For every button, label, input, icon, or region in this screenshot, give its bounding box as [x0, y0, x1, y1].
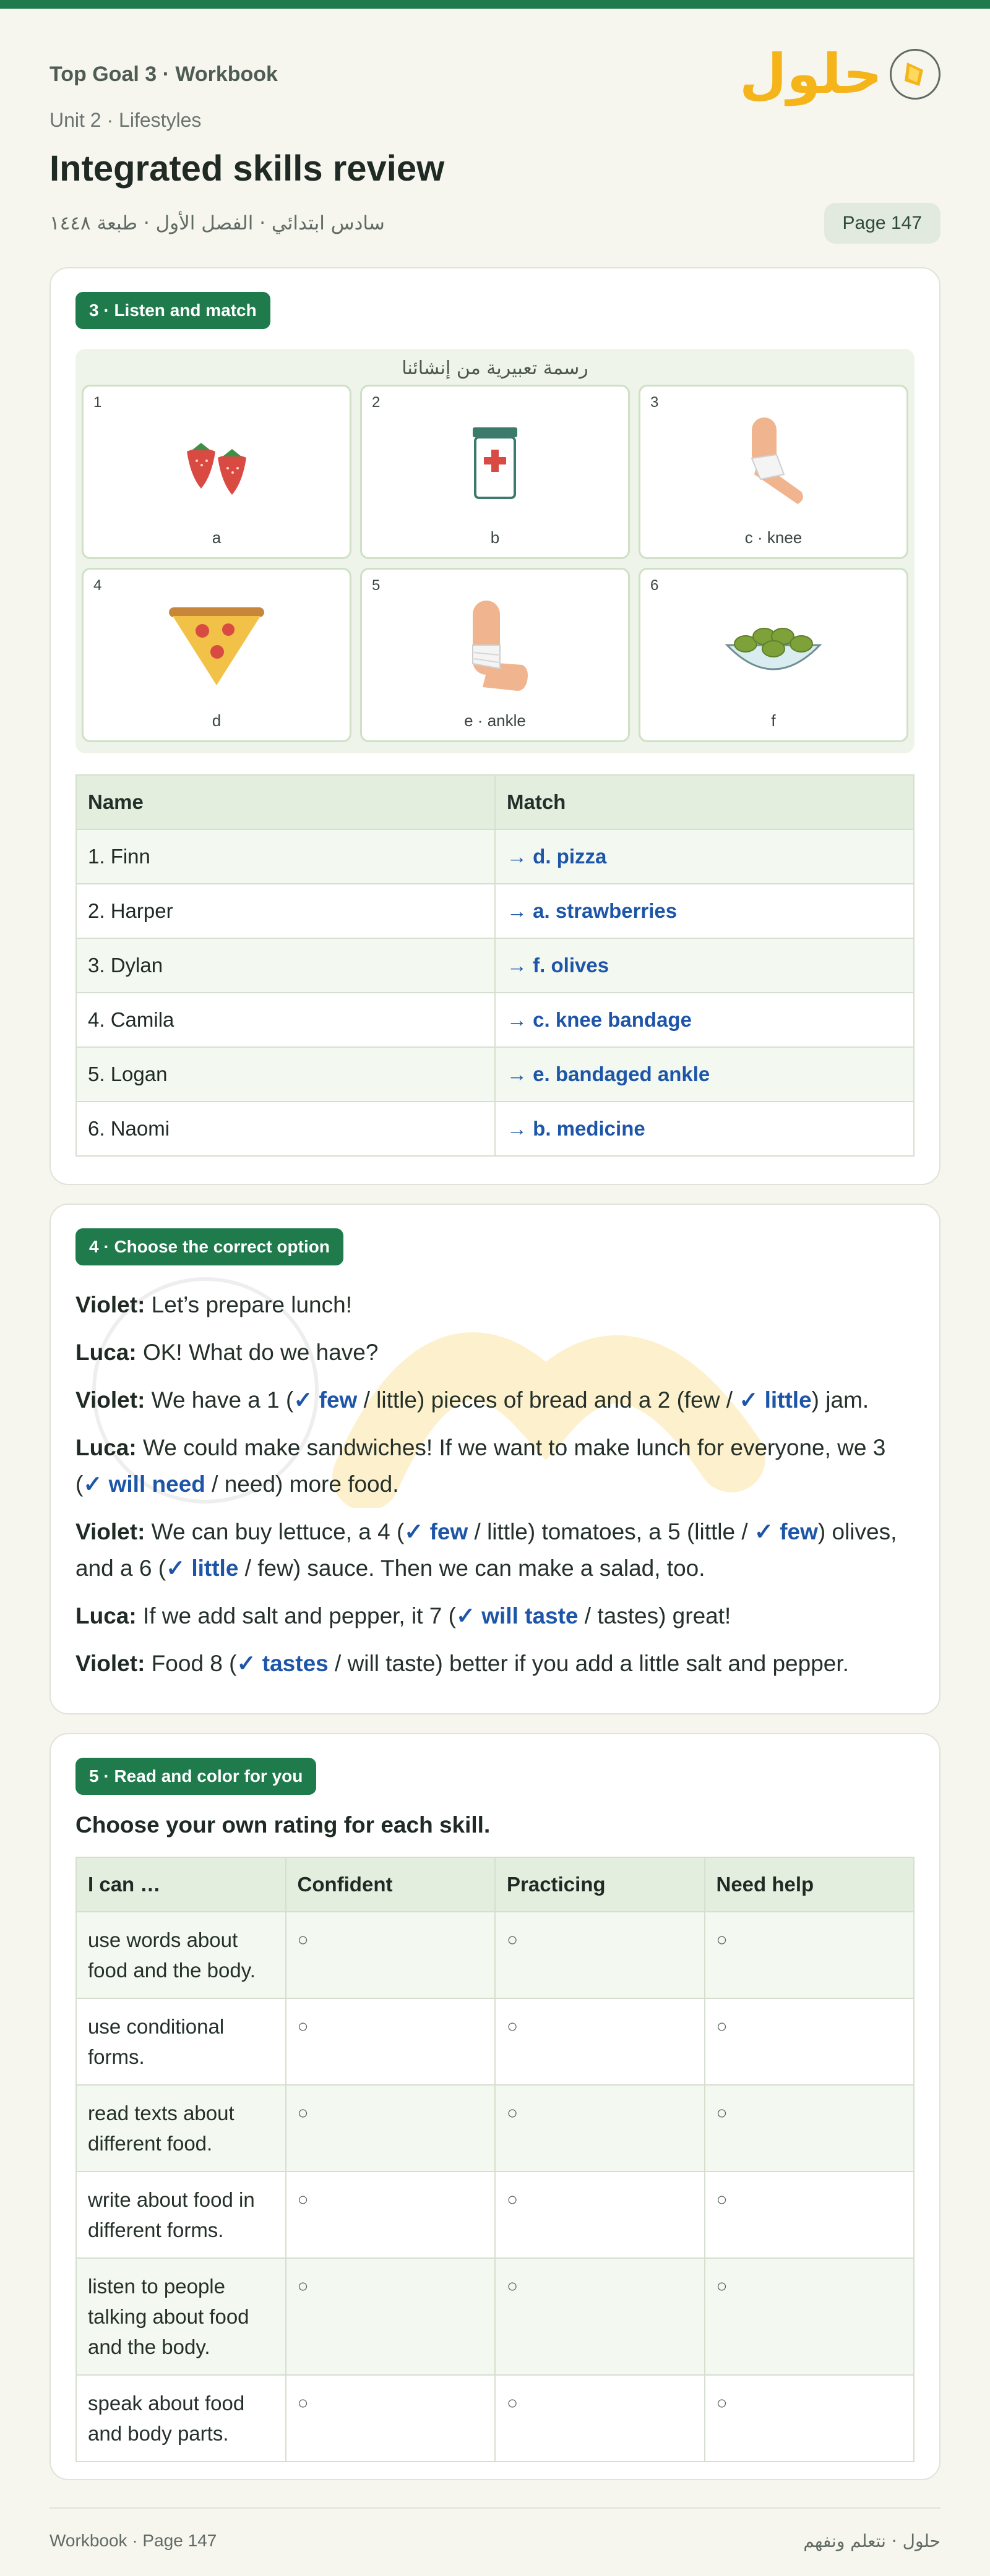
footer-left: Workbook · Page 147 [50, 2531, 217, 2550]
table-row [76, 1912, 914, 1998]
table-row [76, 2085, 914, 2172]
skill-statement: read texts about different food. [76, 2085, 286, 2172]
section-subtitle: Choose your own rating for each skill. [75, 1812, 491, 1838]
dialogue-line [75, 1645, 915, 1682]
picture-number: 5 [372, 577, 381, 594]
footer-right: حلول · نتعلم ونفهم [803, 2531, 940, 2551]
skill-statement: write about food in different forms. [76, 2172, 286, 2258]
dialogue-text: / few) sauce. Then we can make a salad, too. [238, 1555, 705, 1581]
match-answer: → e. bandaged ankle [495, 1047, 914, 1102]
grade-meta: سادس ابتدائي · الفصل الأول · طبعة ١٤٤٨ [50, 212, 385, 234]
table-row [76, 2172, 914, 2258]
speaker-name: Violet: [75, 1387, 145, 1413]
brand-title: Top Goal 3 · Workbook [50, 62, 278, 86]
rating-circle-practicing[interactable]: ○ [495, 2375, 705, 2462]
skill-statement: speak about food and body parts. [76, 2375, 286, 2462]
table-row [76, 2258, 914, 2375]
rating-circle-practicing[interactable]: ○ [495, 1912, 705, 1998]
rating-circle-need-help[interactable]: ○ [705, 2172, 915, 2258]
picture-letter: d [212, 711, 222, 730]
speaker-name: Violet: [75, 1519, 145, 1544]
dialogue-text: If we add salt and pepper, it 7 ( [136, 1603, 456, 1628]
table-row [76, 1998, 914, 2085]
picture-cell [82, 568, 351, 742]
student-name: 4. Camila [76, 993, 495, 1047]
picture-caption: رسمة تعبيرية من إنشائنا [402, 357, 588, 379]
dialogue-line [75, 1286, 915, 1323]
match-answer: → b. medicine [495, 1102, 914, 1156]
rating-circle-confident[interactable]: ○ [286, 2172, 496, 2258]
picture-cell [360, 385, 630, 559]
pizza-icon [84, 601, 350, 693]
table-row [76, 993, 914, 1047]
knee-bandage-icon [640, 417, 906, 510]
dialogue-line [75, 1598, 915, 1634]
picture-number: 4 [93, 577, 102, 594]
table-row [76, 1102, 914, 1156]
picture-number: 2 [372, 394, 381, 411]
table-row [76, 938, 914, 993]
chosen-answer: ✓ will taste [455, 1603, 579, 1628]
speaker-name: Violet: [75, 1292, 145, 1317]
section-listen-match [50, 267, 940, 1185]
student-name: 2. Harper [76, 884, 495, 938]
dialogue-text: We could make sandwiches! If we want to make lunch for everyone, we 3 ( [75, 1435, 886, 1497]
bandaged-ankle-icon [362, 601, 628, 693]
dialogue [75, 1286, 915, 1682]
speaker-name: Luca: [75, 1340, 137, 1365]
dialogue-line [75, 1429, 915, 1502]
dialogue-text: Food 8 ( [145, 1651, 237, 1676]
rating-circle-need-help[interactable]: ○ [705, 2085, 915, 2172]
dialogue-text: ) jam. [811, 1387, 869, 1413]
student-name: 1. Finn [76, 829, 495, 884]
dialogue-text: / tastes) great! [578, 1603, 731, 1628]
column-header: Name [76, 775, 495, 829]
student-name: 6. Naomi [76, 1102, 495, 1156]
dialogue-line [75, 1334, 915, 1371]
dialogue-text: We can buy lettuce, a 4 ( [145, 1519, 405, 1544]
student-name: 5. Logan [76, 1047, 495, 1102]
table-row [76, 884, 914, 938]
column-header: Need help [705, 1857, 915, 1912]
picture-letter: a [212, 528, 222, 547]
page-footer [50, 2507, 940, 2551]
rating-circle-need-help[interactable]: ○ [705, 2258, 915, 2375]
picture-number: 1 [93, 394, 102, 411]
olives-icon [640, 601, 906, 693]
match-answer: → f. olives [495, 938, 914, 993]
logo [739, 42, 940, 106]
picture-cell [360, 568, 630, 742]
speaker-name: Luca: [75, 1435, 137, 1460]
chosen-answer: ✓ tastes [236, 1651, 329, 1676]
picture-number: 6 [650, 577, 659, 594]
dialogue-text: / little) pieces of bread and a 2 (few / [357, 1387, 739, 1413]
picture-letter: b [490, 528, 500, 547]
dialogue-text: OK! What do we have? [136, 1340, 379, 1365]
column-header: Confident [286, 1857, 496, 1912]
picture-letter: e · ankle [464, 711, 526, 730]
picture-letter: f [771, 711, 776, 730]
speaker-name: Luca: [75, 1603, 137, 1628]
logo-text: حلول [739, 42, 882, 106]
column-header: Match [495, 775, 914, 829]
rating-circle-practicing[interactable]: ○ [495, 2085, 705, 2172]
medicine-icon [362, 417, 628, 510]
rating-circle-confident[interactable]: ○ [286, 1998, 496, 2085]
picture-cell [82, 385, 351, 559]
section-badge: 4 · Choose the correct option [75, 1228, 343, 1265]
logo-badge-icon [890, 49, 940, 100]
rating-circle-practicing[interactable]: ○ [495, 1998, 705, 2085]
match-answer: → c. knee bandage [495, 993, 914, 1047]
rating-circle-confident[interactable]: ○ [286, 2258, 496, 2375]
chosen-answer: ✓ few [404, 1519, 468, 1544]
rating-table [75, 1857, 915, 2462]
chosen-answer: ✓ few [293, 1387, 358, 1413]
rating-circle-confident[interactable]: ○ [286, 2375, 496, 2462]
picture-number: 3 [650, 394, 659, 411]
student-name: 3. Dylan [76, 938, 495, 993]
rating-circle-confident[interactable]: ○ [286, 2085, 496, 2172]
dialogue-text: We have a 1 ( [145, 1387, 294, 1413]
rating-circle-need-help[interactable]: ○ [705, 1998, 915, 2085]
dialogue-line [75, 1382, 915, 1418]
picture-letter: c · knee [744, 528, 803, 547]
match-answer: → d. pizza [495, 829, 914, 884]
match-answer: → a. strawberries [495, 884, 914, 938]
page-header [50, 43, 940, 105]
section-choose-option [50, 1204, 940, 1714]
dialogue-text: / need) more food. [205, 1471, 399, 1497]
table-row [76, 829, 914, 884]
match-table [75, 774, 915, 1157]
dialogue-text: Let’s prepare lunch! [145, 1292, 352, 1317]
column-header: Practicing [495, 1857, 705, 1912]
dialogue-text: / little) tomatoes, a 5 (little / [468, 1519, 754, 1544]
chosen-answer: ✓ little [166, 1555, 239, 1581]
dialogue-text: / will taste) better if you add a little salt and pepper. [328, 1651, 849, 1676]
column-header: I can … [76, 1857, 286, 1912]
speaker-name: Violet: [75, 1651, 145, 1676]
strawberries-icon [84, 417, 350, 510]
section-self-rating [50, 1733, 940, 2480]
unit-label: Unit 2 · Lifestyles [50, 109, 202, 131]
page-title: Integrated skills review [50, 148, 445, 189]
dialogue-text: ) olives, and a 6 ( [75, 1519, 897, 1581]
rating-circle-practicing[interactable]: ○ [495, 2172, 705, 2258]
picture-cell [639, 385, 908, 559]
dialogue-line [75, 1513, 915, 1586]
chosen-answer: ✓ few [754, 1519, 818, 1544]
picture-cell [639, 568, 908, 742]
rating-circle-confident[interactable]: ○ [286, 1912, 496, 1998]
skill-statement: use conditional forms. [76, 1998, 286, 2085]
skill-statement: listen to people talking about food and the body. [76, 2258, 286, 2375]
picture-panel [75, 349, 915, 753]
section-badge: 3 · Listen and match [75, 292, 270, 329]
chosen-answer: ✓ will need [83, 1471, 205, 1497]
page-number-badge: Page 147 [824, 203, 940, 244]
rating-circle-practicing[interactable]: ○ [495, 2258, 705, 2375]
chosen-answer: ✓ little [739, 1387, 812, 1413]
rating-circle-need-help[interactable]: ○ [705, 2375, 915, 2462]
rating-circle-need-help[interactable]: ○ [705, 1912, 915, 1998]
table-row [76, 1047, 914, 1102]
skill-statement: use words about food and the body. [76, 1912, 286, 1998]
section-badge: 5 · Read and color for you [75, 1758, 316, 1795]
table-row [76, 2375, 914, 2462]
